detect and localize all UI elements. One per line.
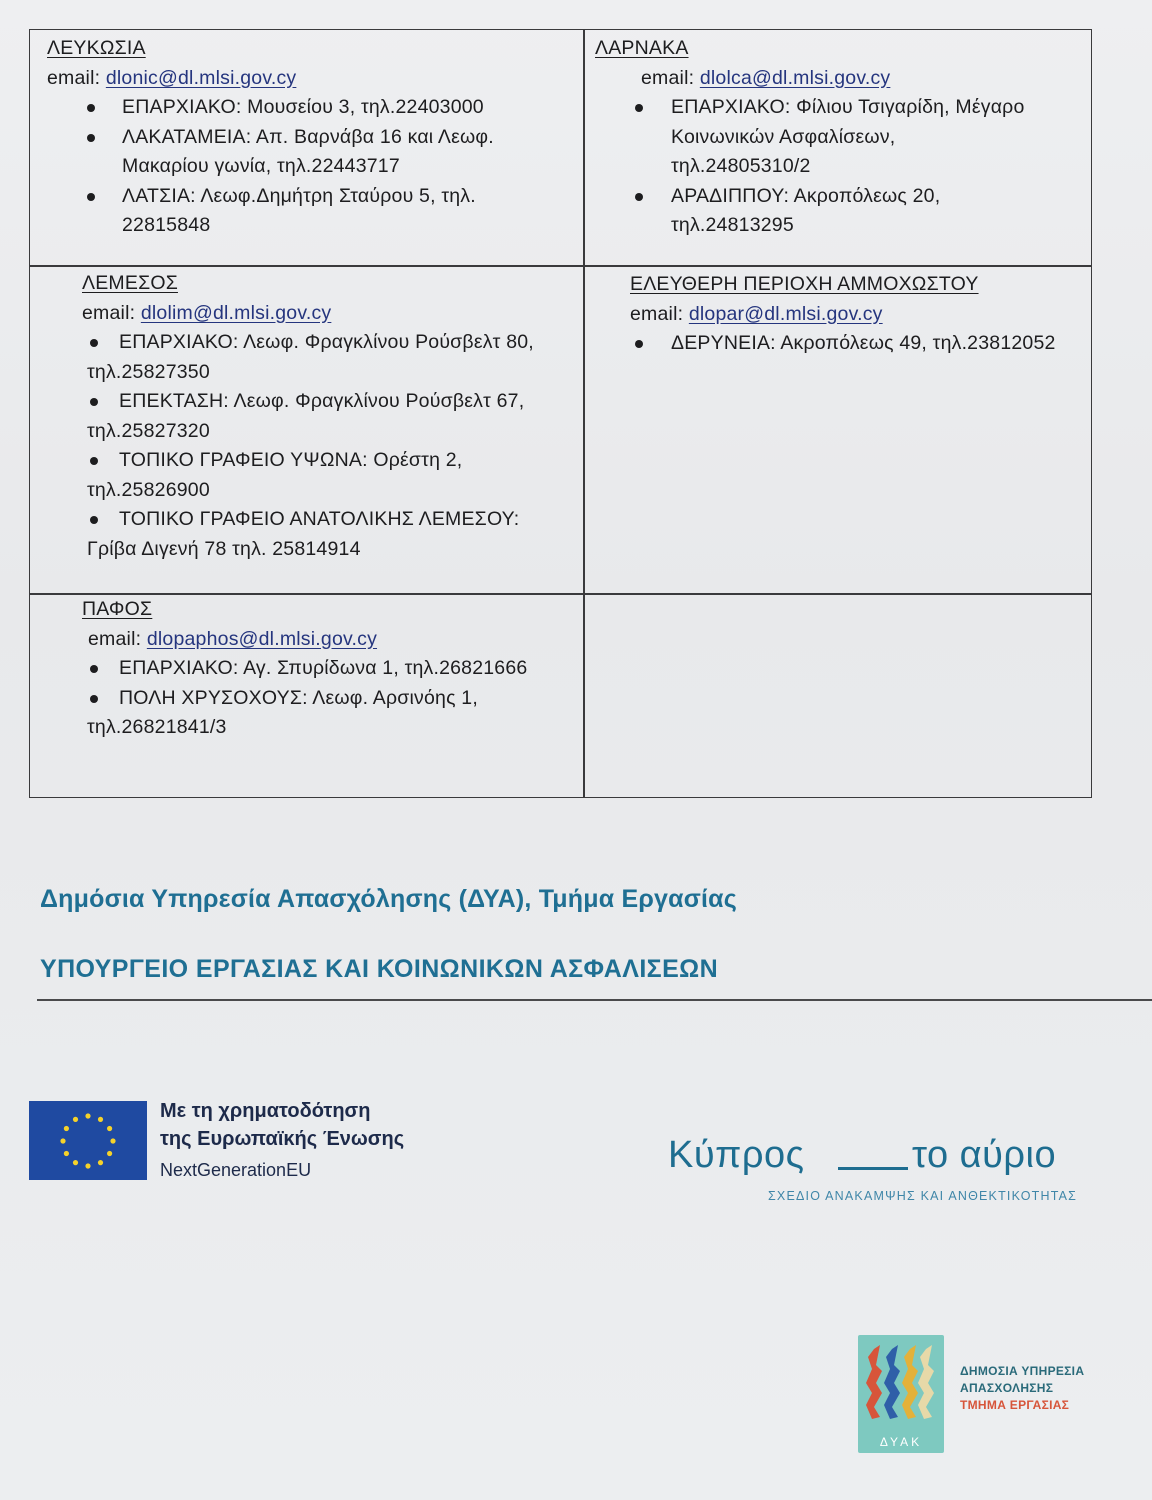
list-item: ΤΟΠΙΚΟ ΓΡΑΦΕΙΟ ΥΨΩΝΑ: Ορέστη 2, (82, 446, 582, 476)
avrio-logo-word: το αύριο (912, 1134, 1057, 1176)
list-item: ΑΡΑΔΙΠΠΟΥ: Ακροπόλεως 20, (595, 182, 1085, 212)
list-item-continued: τηλ.24813295 (671, 214, 794, 236)
list-item-continued: τηλ.25827350 (87, 360, 210, 383)
email-link-lefkosia[interactable]: dlonic@dl.mlsi.gov.cy (105, 66, 297, 89)
email-label: email: (88, 627, 147, 650)
dya-heading: Δημόσια Υπηρεσία Απασχόλησης (ΔΥΑ), Τμήμα Εργασίας (40, 885, 737, 913)
bullet-icon (635, 193, 643, 201)
email-link-lemesos[interactable]: dlolim@dl.mlsi.gov.cy (140, 301, 332, 324)
email-row-lefkosia (47, 64, 567, 94)
list-item: ΛΑΤΣΙΑ: Λεωφ.Δημήτρη Σταύρου 5, τηλ. (47, 182, 567, 212)
email-row-ammochostos (630, 300, 1090, 330)
office-list-lemesos (82, 328, 582, 564)
list-item: ΕΠΑΡΧΙΑΚΟ: Λεωφ. Φραγκλίνου Ρούσβελτ 80, (82, 328, 582, 358)
dyak-text-line-2: ΑΠΑΣΧΟΛΗΣΗΣ (960, 1381, 1054, 1395)
bullet-icon (90, 695, 98, 703)
list-item: ΕΠΑΡΧΙΑΚΟ: Αγ. Σπυρίδωνα 1, τηλ.26821666 (82, 654, 582, 684)
dyak-text-line-3: ΤΜΗΜΑ ΕΡΓΑΣΙΑΣ (960, 1398, 1070, 1412)
contacts-table (29, 29, 1092, 798)
bullet-icon (635, 340, 643, 348)
eu-funding-line-1: Με τη χρηματοδότηση (160, 1100, 371, 1122)
list-item-continued: Κοινωνικών Ασφαλίσεων, (671, 125, 896, 148)
region-title-ammochostos: ΕΛΕΥΘΕΡΗ ΠΕΡΙΟΧΗ ΑΜΜΟΧΩΣΤΟΥ (630, 273, 979, 295)
list-item-continued: Μακαρίου γωνία, τηλ.22443717 (122, 155, 400, 177)
list-item: ΕΠΑΡΧΙΑΚΟ: Φίλιου Τσιγαρίδη, Μέγαρο (595, 93, 1085, 123)
bullet-icon (90, 457, 98, 465)
eu-funding-line-3: NextGenerationEU (160, 1160, 312, 1180)
list-item: ΕΠΑΡΧΙΑΚΟ: Μουσείου 3, τηλ.22403000 (47, 93, 567, 123)
region-title-pafos: ΠΑΦΟΣ (82, 598, 153, 620)
bullet-icon (90, 665, 98, 673)
email-link-larnaka[interactable]: dlolca@dl.mlsi.gov.cy (699, 66, 891, 89)
list-item-continued: Γρίβα Διγενή 78 τηλ. 25814914 (87, 537, 361, 560)
list-item-continued: 22815848 (122, 214, 211, 236)
email-label: email: (630, 302, 689, 325)
cell-lemesos (82, 269, 582, 564)
cell-pafos (82, 595, 582, 743)
dyak-logo (858, 1335, 944, 1453)
kypros-logo-word: Κύπρος (668, 1134, 805, 1176)
list-item: ΤΟΠΙΚΟ ΓΡΑΦΕΙΟ ΑΝΑΤΟΛΙΚΗΣ ΛΕΜΕΣΟΥ: (82, 505, 582, 535)
eu-flag-icon (29, 1101, 147, 1180)
table-divider-vertical (583, 30, 585, 797)
bullet-icon (90, 516, 98, 524)
region-title-lefkosia: ΛΕΥΚΩΣΙΑ (47, 37, 146, 59)
cell-lefkosia (47, 34, 567, 241)
bullet-icon (90, 398, 98, 406)
cell-larnaka (595, 34, 1085, 241)
bullet-icon (635, 104, 643, 112)
list-item: ΔΕΡΥΝΕΙΑ: Ακροπόλεως 49, τηλ.23812052 (630, 329, 1090, 359)
list-item: ΕΠΕΚΤΑΣΗ: Λεωφ. Φραγκλίνου Ρούσβελτ 67, (82, 387, 582, 417)
region-title-larnaka: ΛΑΡΝΑΚΑ (595, 37, 689, 59)
bullet-icon (90, 339, 98, 347)
email-link-pafos[interactable]: dlopaphos@dl.mlsi.gov.cy (146, 627, 378, 650)
dyak-text-line-1: ΔΗΜΟΣΙΑ ΥΠΗΡΕΣΙΑ (960, 1364, 1085, 1378)
office-list-larnaka (595, 93, 1085, 241)
email-row-pafos (82, 625, 582, 655)
dyak-faces-icon (858, 1335, 944, 1431)
email-label: email: (82, 301, 141, 324)
list-item-continued: τηλ.26821841/3 (87, 716, 227, 738)
bullet-icon (87, 134, 95, 142)
region-title-lemesos: ΛΕΜΕΣΟΣ (82, 272, 178, 294)
office-list-pafos (82, 654, 582, 743)
email-label: email: (47, 66, 106, 89)
email-row-larnaka (595, 64, 1085, 94)
list-item-continued: τηλ.24805310/2 (671, 155, 811, 177)
office-list-lefkosia (47, 93, 567, 241)
bullet-icon (87, 193, 95, 201)
email-row-lemesos (82, 299, 582, 329)
email-label: email: (641, 66, 700, 89)
bullet-icon (87, 104, 95, 112)
kypros-logo-dash (838, 1167, 908, 1170)
email-link-ammochostos[interactable]: dlopar@dl.mlsi.gov.cy (688, 302, 883, 325)
list-item: ΛΑΚΑΤΑΜΕΙΑ: Απ. Βαρνάβα 16 και Λεωφ. (47, 123, 567, 153)
table-divider-row-1 (30, 265, 1091, 267)
list-item-continued: τηλ.25826900 (87, 478, 210, 501)
dyak-logo-label: ΔΥΑΚ (879, 1435, 923, 1449)
cell-ammochostos (630, 270, 1090, 359)
eu-stars-icon (29, 1101, 147, 1180)
recovery-plan-caption: ΣΧΕΔΙΟ ΑΝΑΚΑΜΨΗΣ ΚΑΙ ΑΝΘΕΚΤΙΚΟΤΗΤΑΣ (768, 1189, 1078, 1203)
ministry-heading: ΥΠΟΥΡΓΕΙΟ ΕΡΓΑΣΙΑΣ ΚΑΙ ΚΟΙΝΩΝΙΚΩΝ ΑΣΦΑΛΙΣΕΩΝ (40, 955, 719, 983)
list-item-continued: τηλ.25827320 (87, 419, 210, 442)
eu-funding-line-2: της Ευρωπαϊκής Ένωσης (160, 1128, 405, 1150)
footer-divider (37, 999, 1152, 1001)
list-item: ΠΟΛΗ ΧΡΥΣΟΧΟΥΣ: Λεωφ. Αρσινόης 1, (82, 684, 582, 714)
office-list-ammochostos (630, 329, 1090, 359)
